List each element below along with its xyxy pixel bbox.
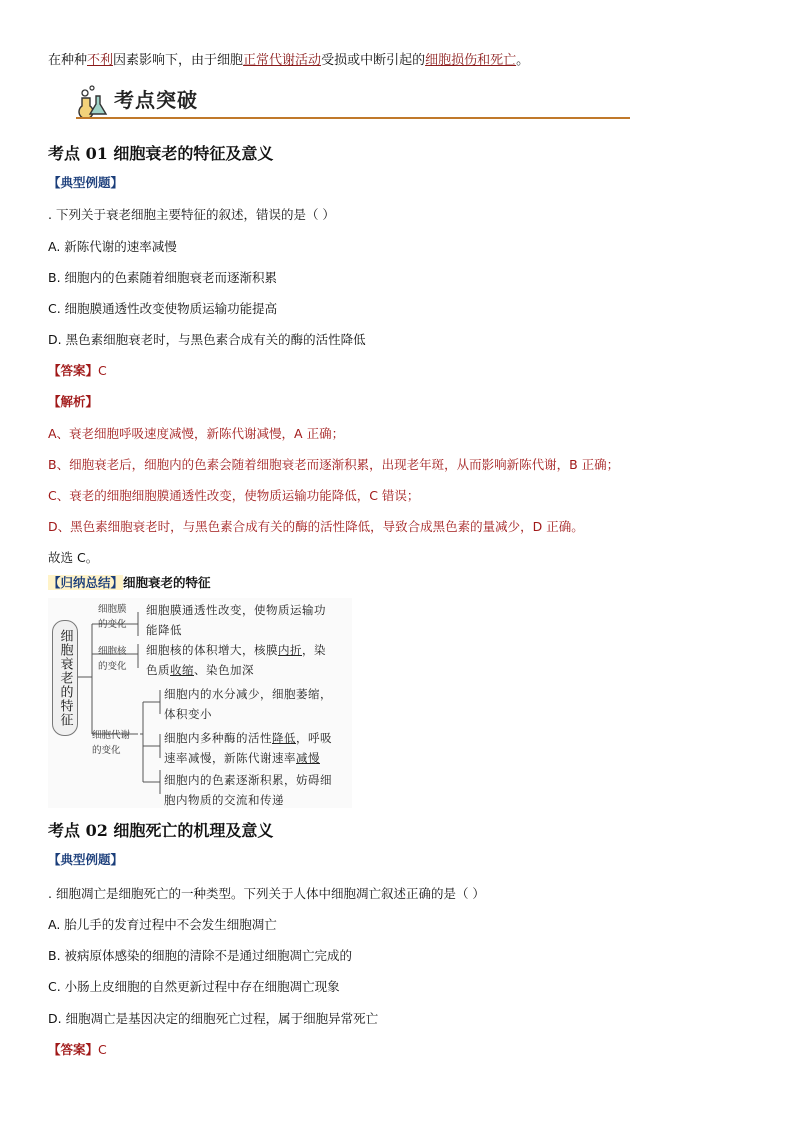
section2-option-b: B. 被病原体感染的细胞的清除不是通过细胞凋亡完成的 — [48, 948, 353, 963]
summary-heading — [48, 573, 211, 591]
intro-part: 受损或中断引起的 — [321, 53, 426, 68]
text-underlined: 内折 — [278, 643, 302, 657]
section1-analysis-label: 【解析】 — [48, 394, 99, 409]
text-part: ，染 — [302, 643, 326, 657]
section1-example-tag: 【典型例题】 — [48, 175, 124, 190]
text-line — [146, 640, 326, 660]
text-part: ，呼吸 — [296, 731, 332, 745]
text-part: 细胞内多种酶的活性 — [164, 731, 272, 745]
text-part: 色质 — [146, 663, 170, 677]
text-line: 细胞内的水分减少，细胞萎缩， — [164, 687, 332, 701]
section-banner — [76, 84, 630, 120]
answer-value: C — [98, 363, 107, 378]
section1-option-c: C. 细胞膜通透性改变使物质运输功能提高 — [48, 301, 278, 316]
summary-title: 细胞衰老的特征 — [123, 575, 211, 590]
label-line: 的变化 — [98, 619, 127, 630]
text-line: 能降低 — [146, 623, 182, 637]
lab-flask-icon — [76, 84, 112, 118]
text-part: 速率减慢，新陈代谢速率 — [164, 751, 296, 765]
banner-rule — [76, 117, 630, 119]
section1-option-b: B. 细胞内的色素随着细胞衰老而逐渐积累 — [48, 270, 278, 285]
section1-question: . 下列关于衰老细胞主要特征的叙述，错误的是（ ） — [48, 207, 335, 222]
label-line: 细胞膜 — [98, 604, 127, 615]
analysis-line-c: C、衰老的细胞细胞膜通透性改变，使物质运输功能降低，C 错误； — [48, 488, 420, 503]
text-line — [164, 728, 332, 748]
text-underlined: 收缩 — [170, 663, 194, 677]
nucleus-change — [146, 640, 326, 680]
answer-value: C — [98, 1042, 107, 1057]
aging-features-diagram — [48, 598, 352, 808]
metabolism-change-1 — [164, 684, 332, 724]
text-line: 细胞膜通透性改变，使物质运输功 — [146, 603, 326, 617]
text-underlined: 减慢 — [296, 751, 320, 765]
intro-part: 因素影响下，由于细胞 — [113, 53, 244, 68]
answer-label: 【答案】 — [48, 363, 99, 378]
intro-part: 在种种 — [48, 53, 88, 68]
section2-option-d: D. 细胞凋亡是基因决定的细胞死亡过程，属于细胞异常死亡 — [48, 1011, 379, 1026]
text-line — [164, 748, 332, 768]
intro-highlight: 细胞损伤和死亡 — [425, 53, 517, 68]
membrane-change — [146, 600, 326, 640]
intro-highlight: 不利 — [87, 53, 114, 68]
metabolism-change-3 — [164, 770, 332, 810]
label-line: 细胞核 — [98, 646, 127, 657]
section2-question: . 细胞凋亡是细胞死亡的一种类型。下列关于人体中细胞凋亡叙述正确的是（ ） — [48, 886, 485, 901]
section2-heading: 考点 02 细胞死亡的机理及意义 — [48, 821, 274, 840]
text-part: 、染色加深 — [194, 663, 254, 677]
analysis-line-d: D、黑色素细胞衰老时，与黑色素合成有关的酶的活性降低，导致合成黑色素的量减少，D 正确。 — [48, 519, 584, 534]
answer-label: 【答案】 — [48, 1042, 99, 1057]
metabolism-change-2 — [164, 728, 332, 768]
section2-option-c: C. 小肠上皮细胞的自然更新过程中存在细胞凋亡现象 — [48, 979, 340, 994]
summary-tag: 【归纳总结】 — [48, 575, 124, 590]
banner-title: 考点突破 — [114, 88, 198, 112]
section2-option-a: A. 胎儿手的发育过程中不会发生细胞凋亡 — [48, 917, 277, 932]
text-line: 胞内物质的交流和传递 — [164, 793, 284, 807]
metabolism-label — [92, 728, 130, 758]
intro-text — [48, 49, 529, 68]
section1-conclusion: 故选 C。 — [48, 550, 99, 565]
section2-answer — [48, 1040, 107, 1058]
label-line: 的变化 — [92, 745, 121, 756]
section1-option-d: D. 黑色素细胞衰老时，与黑色素合成有关的酶的活性降低 — [48, 332, 366, 347]
section1-option-a: A. 新陈代谢的速率减慢 — [48, 239, 177, 254]
text-line: 体积变小 — [164, 707, 212, 721]
section1-answer — [48, 361, 107, 379]
label-line: 细胞代谢 — [92, 730, 131, 741]
analysis-line-b: B、细胞衰老后，细胞内的色素会随着细胞衰老而逐渐积累，出现老年斑，从而影响新陈代谢，B 正确； — [48, 457, 620, 472]
label-line: 的变化 — [98, 661, 127, 672]
text-underlined: 降低 — [272, 731, 296, 745]
text-line — [146, 660, 326, 680]
text-part: 细胞核的体积增大，核膜 — [146, 643, 278, 657]
text-line: 细胞内的色素逐渐积累，妨碍细 — [164, 773, 332, 787]
diagram-root: 细胞衰老的特征 — [52, 620, 78, 736]
membrane-label — [98, 602, 127, 632]
section1-heading: 考点 01 细胞衰老的特征及意义 — [48, 144, 274, 163]
analysis-line-a: A、衰老细胞呼吸速度减慢，新陈代谢减慢，A 正确； — [48, 426, 345, 441]
intro-part: 。 — [516, 53, 530, 68]
intro-highlight: 正常代谢活动 — [243, 53, 322, 68]
nucleus-label — [98, 644, 127, 674]
section2-example-tag: 【典型例题】 — [48, 852, 124, 867]
